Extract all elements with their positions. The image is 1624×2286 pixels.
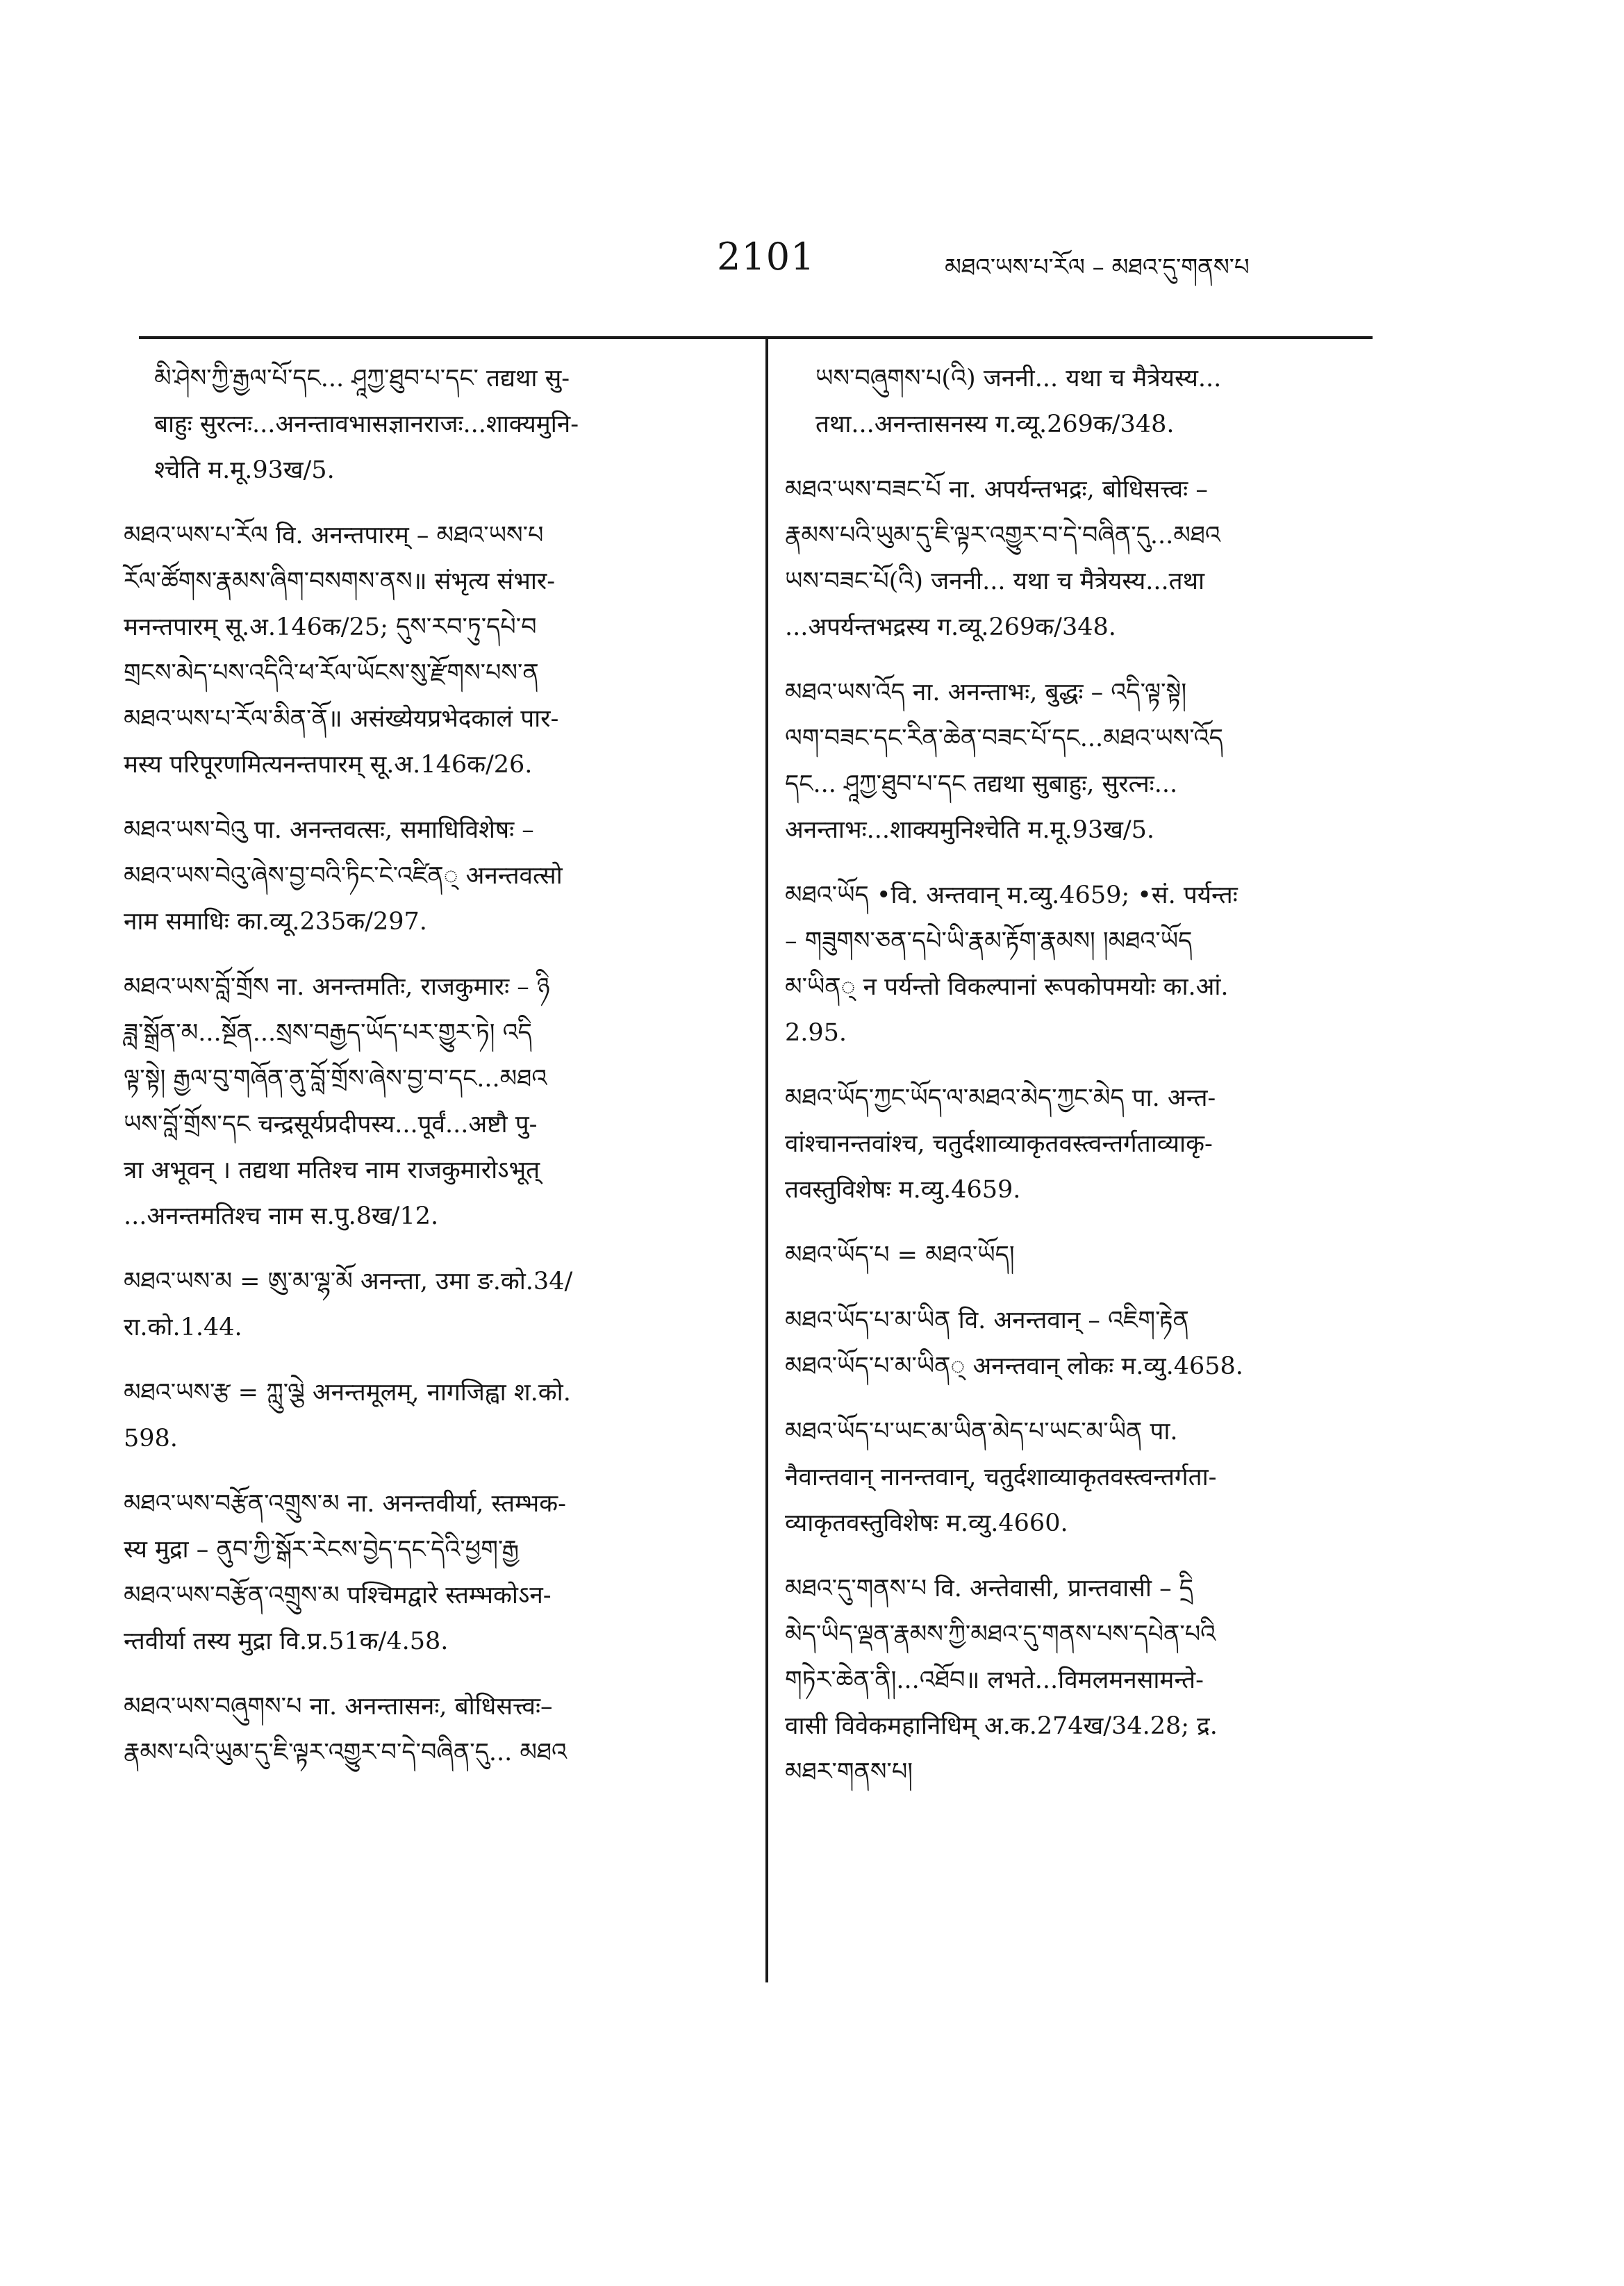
entry-line: མཐའ་ཡོད་པ་མ་ཡིན् अनन्तवान् लोकः म.व्यु.4658. [785, 1352, 1243, 1380]
entry-line: श्चेति म.मू.93ख/5. [154, 456, 335, 484]
entry-line: མཐའ་ཡས་པ་རོལ་མིན་ནོ॥ असंख्येयप्रभेदकालं पार- [124, 705, 559, 733]
entry-line: དང... ཤཱཀྱ་ཐུབ་པ་དང तद्यथा सुबाहुः, सुरत्नः... [785, 770, 1178, 798]
entry-line: གྲངས་མེད་པས་འདིའི་ཕ་རོལ་ཡོངས་སུ་རྫོགས་པས་ན [124, 659, 539, 687]
entry-line: མེད་ཡིད་ལྡན་རྣམས་ཀྱི་མཐའ་དུ་གནས་པས་དཔེན་པའི [785, 1621, 1216, 1648]
header-rule [139, 336, 1373, 339]
entry-line: རྣམས་པའི་ཡུམ་དུ་ཇི་ལྟར་འགྱུར་བ་དེ་བཞིན་དུ... མཐའ [124, 1739, 567, 1766]
entry-line: स्य मुद्रा – ནུབ་ཀྱི་སྒོར་རེངས་བྱེད་དང་དེའི་ཕྱག་རྒྱ [124, 1536, 520, 1564]
entry-line: མི་ཤེས་ཀྱི་རྒྱལ་པོ་དང... ཤཱཀྱ་ཐུབ་པ་དང་ तद्यथा सु- [154, 365, 570, 392]
entry-line: वासी विवेकमहानिधिम् अ.क.274ख/34.28; द्र. [785, 1712, 1218, 1740]
entry-line: རྣམས་པའི་ཡུམ་དུ་ཇི་ལྟར་འགྱུར་བ་དེ་བཞིན་དུ...མཐའ [785, 522, 1220, 549]
dictionary-entry [124, 1370, 714, 1461]
dictionary-entry [124, 513, 714, 788]
entry-line: མཐའ་ཡས་བེའུ पा. अनन्तवत्सः, समाधिविशेषः – [124, 816, 534, 844]
entry-line: ཡས་བློ་གྲོས་དང चन्द्रसूर्यप्रदीपस्य...पूर्वं...अष्टौ पु- [124, 1111, 538, 1138]
entry-line: वांश्चानन्तवांश्च, चतुर्दशाव्याकृतवस्त्वन्तर्गताव्याकृ- [785, 1130, 1213, 1158]
entry-line: ལག་བཟང་དང་རིན་ཆེན་བཟང་པོ་དང...མཐའ་ཡས་འོད [785, 724, 1223, 752]
dictionary-entry [785, 872, 1368, 1056]
dictionary-entry [124, 356, 714, 493]
entry-line: न्तवीर्या तस्य मुद्रा वि.प्र.51क/4.58. [124, 1627, 449, 1655]
entry-line: མཐའ་ཡོད •वि. अन्तवान् म.व्यु.4659; •सं. पर्यन्तः [785, 881, 1238, 909]
dictionary-entry [785, 467, 1368, 650]
entry-line: མཐའ་ཡས་བཞུགས་པ ना. अनन्तासनः, बोधिसत्त्वः– [124, 1693, 553, 1721]
entry-line: ...अनन्तमतिश्च नाम स.पु.8ख/12. [124, 1202, 439, 1230]
entry-line: གཏེར་ཆེན་ནི།...འཐོབ॥ लभते...विमलमनसामन्ते- [785, 1666, 1204, 1694]
entry-line: མཐའ་ཡས་པ་རོལ वि. अनन्तपारम् – མཐའ་ཡས་པ [124, 522, 544, 549]
entry-line: མཐའ་ཡས་བཟང་པོ ना. अपर्यन्तभद्रः, बोधिसत्त्वः – [785, 476, 1208, 504]
entry-line: 598. [124, 1425, 178, 1452]
entry-line: མཐའ་ཡོད་པ་ཡང་མ་ཡིན་མེད་པ་ཡང་མ་ཡིན पा. [785, 1418, 1178, 1446]
entry-line: ...अपर्यन्तभद्रस्य ग.व्यू.269क/348. [785, 613, 1116, 641]
dictionary-entry [124, 807, 714, 945]
entry-line: མཐའ་ཡོད་པ = མཐའ་ཡོད། [785, 1241, 1015, 1269]
entry-line: རོལ་ཚོགས་རྣམས་ཞིག་བསགས་ནས॥ संभृत्य संभार- [124, 568, 556, 595]
dictionary-entry [124, 1684, 714, 1775]
running-head: མཐའ་ཡས་པ་རོལ – མཐའ་དུ་གནས་པ [945, 254, 1250, 281]
entry-line: མཐའ་ཡས་བརྩོན་འགྲུས་མ पश्चिमद्वारे स्तम्भकोऽन- [124, 1582, 552, 1609]
dictionary-entry [124, 964, 714, 1239]
entry-line: མཐའ་ཡས་འོད ना. अनन्ताभः, बुद्धः – འདི་ལྟ་སྟེ། [785, 679, 1187, 706]
right-column [785, 356, 1368, 1814]
entry-line: तथा...अनन्तासनस्य ग.व्यू.269क/348. [815, 411, 1175, 438]
dictionary-entry [785, 356, 1368, 447]
dictionary-entry [124, 1259, 714, 1350]
dictionary-entry [785, 1298, 1368, 1389]
entry-line: མཐའ་ཡས་མ = ཨུ་མ་ལྷ་མོ अनन्ता, उमा ङ.को.34/ [124, 1268, 573, 1295]
entry-line: व्याकृतवस्तुविशेषः म.व्यु.4660. [785, 1509, 1068, 1537]
entry-line: 2.95. [785, 1019, 847, 1047]
dictionary-entry [785, 1409, 1368, 1546]
entry-line: ཟླ་སྒྲོན་མ...སྔོན...སྲས་བརྒྱད་ཡོད་པར་གྱུར་ཏེ། འདི [124, 1019, 532, 1047]
entry-line: बाहुः सुरत्नः...अनन्तावभासज्ञानराजः...शाक्यमुनि- [154, 411, 579, 438]
dictionary-entry [785, 1566, 1368, 1795]
entry-line: ཡས་བཞུགས་པ(འི) जननी... यथा च मैत्रेयस्य... [815, 365, 1222, 392]
entry-line: ལྟ་སྟེ། རྒྱལ་བུ་གཞོན་ནུ་བློ་གྲོས་ཞེས་བྱ་བ་དང...མཐའ [124, 1065, 547, 1093]
dictionary-entry [785, 670, 1368, 853]
entry-line: མཐའ་ཡོད་པ་མ་ཡིན वि. अनन्तवान् – འཇིག་རྟེན [785, 1307, 1189, 1334]
entry-line: མཐའ་ཡས་རྩ = ཀླུ་ལྕེ अनन्तमूलम्, नागजिह्वा श.को. [124, 1379, 571, 1407]
column-divider [765, 336, 768, 1982]
entry-line: नाम समाधिः का.व्यू.235क/297. [124, 908, 427, 936]
entry-line: མཐར་གནས་པ། [785, 1758, 913, 1786]
entry-line: तवस्तुविशेषः म.व्यु.4659. [785, 1176, 1021, 1204]
entry-line: མཐའ་ཡས་བློ་གྲོས ना. अनन्तमतिः, राजकुमारः – ཉི [124, 973, 550, 1001]
dictionary-entry [785, 1075, 1368, 1213]
entry-line: रा.को.1.44. [124, 1314, 242, 1341]
entry-line: मनन्तपारम् सू.अ.146क/25; དུས་རབ་ཏུ་དཔེ་བ [124, 613, 537, 641]
entry-line: त्रा अभूवन् । तद्यथा मतिश्च नाम राजकुमारोऽभूत् [124, 1157, 540, 1184]
dictionary-entry [124, 1481, 714, 1664]
page-number: 2101 [717, 235, 815, 279]
entry-line: अनन्ताभः...शाक्यमुनिश्चेति म.मू.93ख/5. [785, 816, 1155, 844]
entry-line: མཐའ་ཡས་བེའུ་ཞེས་བྱ་བའི་ཏིང་ངེ་འཛིན् अनन्तवत्सो [124, 862, 563, 890]
entry-line: མཐའ་ཡས་བརྩོན་འགྲུས་མ ना. अनन्तवीर्या, स्तम्भक- [124, 1490, 566, 1518]
entry-line: མ་ཡིན् न पर्यन्तो विकल्पानां रूपकोपमयोः का.आं. [785, 973, 1229, 1001]
entry-line: ཡས་བཟང་པོ(འི) जननी... यथा च मैत्रेयस्य...तथा [785, 568, 1205, 595]
entry-line: མཐའ་ཡོད་ཀྱང་ཡོད་ལ་མཐའ་མེད་ཀྱང་མེད पा. अन्त- [785, 1084, 1216, 1112]
dictionary-entry [785, 1232, 1368, 1278]
entry-line: – གཟུགས་ཅན་དཔེ་ཡི་རྣམ་རྟོག་རྣམས། །མཐའ་ཡོད [785, 927, 1193, 955]
entry-line: मस्य परिपूरणमित्यनन्तपारम् सू.अ.146क/26. [124, 751, 533, 779]
left-column [124, 356, 714, 1795]
entry-line: མཐའ་དུ་གནས་པ वि. अन्तेवासी, प्रान्तवासी – དྲི [785, 1575, 1193, 1602]
entry-line: नैवान्तवान् नानन्तवान्, चतुर्दशाव्याकृतवस्त्वन्तर्गता- [785, 1464, 1217, 1491]
